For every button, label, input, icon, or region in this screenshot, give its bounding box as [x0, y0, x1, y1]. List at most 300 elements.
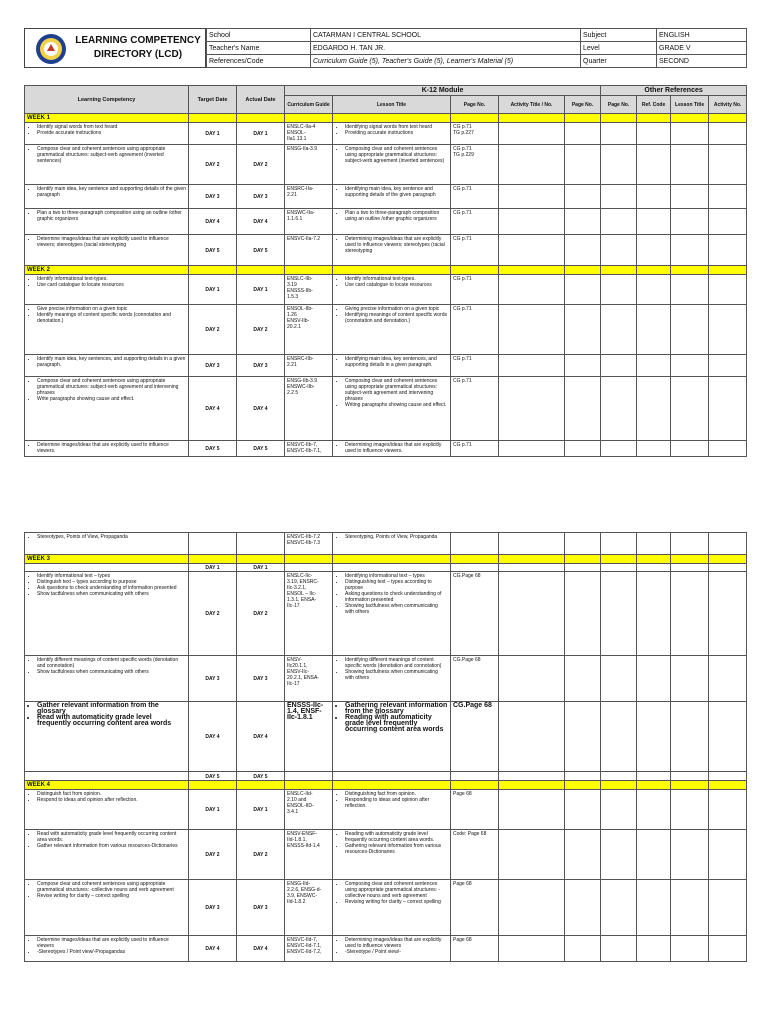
table-row: [25, 235, 747, 266]
week-cell: [499, 114, 565, 123]
actual-date-cell: DAY 4: [237, 702, 285, 772]
list-item: • Identifying main idea, key sentences, and supporting details in a given paragraph.: [345, 356, 448, 368]
table-body-page1: [25, 114, 747, 457]
week-cell: [565, 555, 601, 564]
empty-cell: [601, 377, 637, 441]
competency-cell-list: [27, 146, 186, 164]
competency-cell-list: [27, 306, 186, 324]
list-item: • Compose clear and coherent sentences using appropriate grammatical structures: -collective nouns and verb agreement: [37, 881, 186, 893]
empty-cell: [709, 702, 747, 772]
curriculum-guide-cell: ENSG-IIa-3.9: [285, 145, 333, 185]
actual-date-cell: [237, 533, 285, 555]
empty-cell: [601, 533, 637, 555]
target-date-cell: DAY 4: [189, 209, 237, 235]
curriculum-guide-cell: ENSOL-IIb- 1.26 ENSV-IIb- 20.2.1: [285, 305, 333, 355]
page-no-cell: CG p.71: [451, 235, 499, 266]
empty-cell: [565, 830, 601, 880]
page-no-cell: Page 68: [451, 880, 499, 936]
empty-cell: [637, 702, 671, 772]
empty-cell: [671, 145, 709, 185]
week-cell: [237, 266, 285, 275]
competency-cell-list: [27, 186, 186, 198]
col-competency: Learning Competency: [25, 86, 189, 114]
competency-table-page1: [24, 85, 747, 457]
ref-value: Curriculum Guide (5), Teacher's Guide (5), Learner's Material (5): [311, 55, 581, 68]
info-table: [206, 28, 747, 68]
competency-cell: [25, 564, 189, 572]
competency-cell-list: [27, 573, 186, 597]
competency-cell-list: [27, 791, 186, 803]
list-item: • Use card catalogue to locate resources: [345, 282, 448, 288]
competency-cell: [25, 123, 189, 145]
list-item: • Plan a two to three-paragraph composition using an outline /other graphic organizers: [37, 210, 186, 222]
lesson-title-cell-list: [335, 186, 448, 198]
week-cell: [637, 555, 671, 564]
week-cell: [285, 781, 333, 790]
table-row: [25, 572, 747, 656]
table-row: [25, 305, 747, 355]
competency-cell: [25, 355, 189, 377]
list-item: • Identifying signal words from text heard: [345, 124, 448, 130]
week-cell: [565, 266, 601, 275]
list-item: • Identify informational text – types: [37, 573, 186, 579]
lesson-title-cell: [333, 572, 451, 656]
week-cell: [637, 266, 671, 275]
week-cell: [333, 781, 451, 790]
quarter-label: Quarter: [581, 55, 657, 68]
empty-cell: [709, 185, 747, 209]
week-cell: [499, 555, 565, 564]
level-value: GRADE V: [657, 42, 747, 55]
col-page-no-2: Page No.: [565, 96, 601, 114]
week-cell: [601, 266, 637, 275]
teacher-value: EDGARDO H. TAN JR.: [311, 42, 581, 55]
list-item: • Give precise information on a given topic: [37, 306, 186, 312]
week-cell: [451, 781, 499, 790]
empty-cell: [601, 275, 637, 305]
lesson-title-cell-list: [335, 236, 448, 254]
lesson-title-cell-list: [335, 791, 448, 809]
week-cell: [499, 266, 565, 275]
empty-cell: [601, 185, 637, 209]
empty-cell: [499, 830, 565, 880]
week-cell: [709, 266, 747, 275]
empty-cell: [637, 275, 671, 305]
lesson-title-cell-list: [335, 831, 448, 855]
empty-cell: [637, 772, 671, 781]
empty-cell: [565, 702, 601, 772]
table-row: [25, 830, 747, 880]
curriculum-guide-cell: ENSVC-IIb-7, ENSVC-IIb-7.1,: [285, 441, 333, 457]
week-cell: [671, 114, 709, 123]
empty-cell: [499, 656, 565, 702]
lesson-title-cell: [333, 235, 451, 266]
empty-cell: [709, 830, 747, 880]
curriculum-guide-cell: ENSVC-IIa-7.2: [285, 235, 333, 266]
curriculum-guide-cell: ENSV-ENSF- IId-1.8.1, ENSSS-IId-1.4: [285, 830, 333, 880]
empty-cell: [565, 123, 601, 145]
empty-cell: [499, 123, 565, 145]
empty-cell: [565, 145, 601, 185]
page-no-cell: [451, 772, 499, 781]
list-item: • Asking questions to check understanding of information presented: [345, 591, 448, 603]
actual-date-cell: DAY 3: [237, 355, 285, 377]
actual-date-cell: DAY 2: [237, 305, 285, 355]
empty-cell: [601, 572, 637, 656]
empty-cell: [499, 185, 565, 209]
col-actual-date: Actual Date: [237, 86, 285, 114]
week-cell: [189, 555, 237, 564]
lesson-title-cell: [333, 564, 451, 572]
lesson-title-cell: [333, 275, 451, 305]
week-cell: [671, 266, 709, 275]
competency-cell-list: [27, 881, 186, 899]
curriculum-guide-cell: ENSWC-IIa- 1.1.6.1: [285, 209, 333, 235]
target-date-cell: DAY 1: [189, 564, 237, 572]
week-cell: [333, 555, 451, 564]
actual-date-cell: DAY 3: [237, 880, 285, 936]
week-cell: [451, 266, 499, 275]
col-lesson-title-2: Lesson Title: [671, 96, 709, 114]
empty-cell: [637, 936, 671, 962]
empty-cell: [499, 533, 565, 555]
lesson-title-cell-list: [335, 657, 448, 681]
empty-cell: [565, 564, 601, 572]
table-row: [25, 936, 747, 962]
week-cell: [671, 555, 709, 564]
list-item: • Show tactfulness when communicating with others: [37, 669, 186, 675]
list-item: • Identifying different meanings of content specific words (denotation and connotation): [345, 657, 448, 669]
curriculum-guide-cell: ENSG-IIb-3.9 ENSWC-IIb- 2.2.5: [285, 377, 333, 441]
curriculum-guide-cell: [285, 772, 333, 781]
target-date-cell: DAY 4: [189, 936, 237, 962]
empty-cell: [499, 564, 565, 572]
empty-cell: [637, 790, 671, 830]
table-row: [25, 355, 747, 377]
list-item: • Gather relevant information from various resources-Dictionaries: [37, 843, 186, 849]
list-item: • Providing accurate instructions: [345, 130, 448, 136]
list-item: • -Stereotype / Point view/-: [345, 949, 448, 955]
empty-cell: [709, 275, 747, 305]
page-no-cell: CG p.71: [451, 209, 499, 235]
competency-cell: [25, 377, 189, 441]
list-item: • Composing clear and coherent sentences using appropriate grammatical structures: -collective nouns and verb agreement: [345, 881, 448, 899]
col-lesson-title: Lesson Title: [333, 96, 451, 114]
target-date-cell: DAY 3: [189, 185, 237, 209]
empty-cell: [709, 123, 747, 145]
week-cell: [285, 114, 333, 123]
list-item: • Plan a two to three-paragraph composition using an outline /other graphic organizers: [345, 210, 448, 222]
lesson-title-cell-list: [335, 210, 448, 222]
page-no-cell: CG p.71: [451, 185, 499, 209]
list-item: • Reading with automaticity grade level frequently occurring content area words.: [345, 831, 448, 843]
empty-cell: [637, 145, 671, 185]
target-date-cell: DAY 5: [189, 772, 237, 781]
school-label: School: [207, 29, 311, 42]
empty-cell: [671, 564, 709, 572]
list-item: • Stereotypes, Points of View, Propaganda: [37, 534, 186, 540]
actual-date-cell: DAY 5: [237, 772, 285, 781]
actual-date-cell: DAY 5: [237, 441, 285, 457]
list-item: • Write paragraphs showing cause and effect.: [37, 396, 186, 402]
page-no-cell: CG p.71: [451, 305, 499, 355]
empty-cell: [671, 533, 709, 555]
empty-cell: [637, 377, 671, 441]
empty-cell: [601, 235, 637, 266]
empty-cell: [601, 123, 637, 145]
empty-cell: [709, 936, 747, 962]
week-label: WEEK 2: [25, 266, 189, 275]
empty-cell: [637, 305, 671, 355]
competency-cell-list: [27, 937, 186, 955]
empty-cell: [671, 772, 709, 781]
empty-cell: [709, 656, 747, 702]
page-no-cell: CG p.71 TG p.229: [451, 145, 499, 185]
col-ref-code: Ref. Code: [637, 96, 671, 114]
curriculum-guide-cell: ENSRC-IIb- 2.21: [285, 355, 333, 377]
competency-cell: [25, 145, 189, 185]
empty-cell: [637, 880, 671, 936]
page-no-cell: [451, 533, 499, 555]
list-item: • Determining images/ideas that are explicitly used to influence viewers.: [345, 442, 448, 454]
list-item: • Determine images/ideas that are explicitly used to influence viewers: [37, 937, 186, 949]
list-item: • Identify different meanings of content specific words (denotation and connotation): [37, 657, 186, 669]
empty-cell: [601, 564, 637, 572]
page-no-cell: Page 68: [451, 936, 499, 962]
curriculum-guide-cell: ENSLC-IIb- 3.19 ENSSS-IIb- 1.5.3: [285, 275, 333, 305]
empty-cell: [601, 702, 637, 772]
empty-cell: [499, 305, 565, 355]
col-curriculum-guide: Curriculum Guide: [285, 96, 333, 114]
week-cell: [637, 114, 671, 123]
empty-cell: [601, 790, 637, 830]
empty-cell: [499, 702, 565, 772]
teacher-label: Teacher's Name: [207, 42, 311, 55]
page-no-cell: [451, 564, 499, 572]
week-cell: [709, 781, 747, 790]
table-row: [25, 185, 747, 209]
target-date-cell: DAY 3: [189, 880, 237, 936]
table-body-page2: [25, 533, 747, 962]
lesson-title-cell: [333, 702, 451, 772]
list-item: • Distinguishing fact from opinion.: [345, 791, 448, 797]
week-row: [25, 266, 747, 275]
empty-cell: [671, 235, 709, 266]
empty-cell: [709, 572, 747, 656]
empty-cell: [601, 441, 637, 457]
target-date-cell: DAY 4: [189, 702, 237, 772]
table-row: [25, 564, 747, 572]
table-row: [25, 790, 747, 830]
empty-cell: [671, 305, 709, 355]
empty-cell: [671, 656, 709, 702]
list-item: • Identify meanings of content specific words (connotation and denotation.): [37, 312, 186, 324]
competency-cell-list: [27, 124, 186, 136]
competency-cell: [25, 275, 189, 305]
list-item: • Stereotyping, Points of View, Propaganda: [345, 534, 448, 540]
empty-cell: [499, 790, 565, 830]
curriculum-guide-cell: ENSSS-IIc- 1.4, ENSF- IIc-1.8.1: [285, 702, 333, 772]
lesson-title-cell-list: [335, 534, 448, 540]
week-cell: [189, 266, 237, 275]
week-label: WEEK 4: [25, 781, 189, 790]
list-item: • Gather relevant information from the glossary: [37, 703, 186, 715]
target-date-cell: DAY 2: [189, 572, 237, 656]
table-row: [25, 209, 747, 235]
lesson-title-cell-list: [335, 881, 448, 905]
list-item: • Reading with automaticity grade level frequently occurring content area words: [345, 715, 448, 733]
empty-cell: [565, 656, 601, 702]
competency-cell: [25, 790, 189, 830]
competency-cell: [25, 185, 189, 209]
competency-cell: [25, 772, 189, 781]
empty-cell: [671, 377, 709, 441]
list-item: • Revise writing for clarity – correct spelling: [37, 893, 186, 899]
list-item: • Identify signal words from text heard: [37, 124, 186, 130]
list-item: • Revising writing for clarity – correct spelling: [345, 899, 448, 905]
lesson-title-cell-list: [335, 937, 448, 955]
lesson-title-cell-list: [335, 573, 448, 615]
competency-cell: [25, 235, 189, 266]
empty-cell: [709, 377, 747, 441]
lesson-title-cell: [333, 355, 451, 377]
curriculum-guide-cell: ENSVC-IIb-7.2 ENSVC-IIb-7.3: [285, 533, 333, 555]
week-cell: [451, 555, 499, 564]
empty-cell: [565, 936, 601, 962]
list-item: • Ask questions to check understanding of information presented: [37, 585, 186, 591]
empty-cell: [499, 572, 565, 656]
target-date-cell: [189, 533, 237, 555]
competency-cell-list: [27, 356, 186, 368]
empty-cell: [601, 656, 637, 702]
list-item: • Giving precise information on a given topic: [345, 306, 448, 312]
empty-cell: [637, 564, 671, 572]
competency-cell: [25, 441, 189, 457]
page-no-cell: CG.Page 68: [451, 702, 499, 772]
table-row: [25, 377, 747, 441]
empty-cell: [601, 830, 637, 880]
competency-cell-list: [27, 236, 186, 248]
competency-cell: [25, 572, 189, 656]
empty-cell: [709, 772, 747, 781]
week-cell: [499, 781, 565, 790]
list-item: • Show tactfulness when communicating with others: [37, 591, 186, 597]
page-no-cell: CG p.71: [451, 441, 499, 457]
empty-cell: [637, 572, 671, 656]
list-item: • Showing tactfulness when communicating with others: [345, 669, 448, 681]
list-item: • Read with automaticity grade level frequently occurring content area words.: [37, 831, 186, 843]
week-cell: [285, 266, 333, 275]
empty-cell: [565, 235, 601, 266]
week-cell: [333, 114, 451, 123]
empty-cell: [671, 830, 709, 880]
level-label: Level: [581, 42, 657, 55]
lesson-title-cell-list: [335, 703, 448, 733]
empty-cell: [499, 145, 565, 185]
empty-cell: [601, 209, 637, 235]
empty-cell: [709, 145, 747, 185]
competency-table-page2: [24, 532, 747, 962]
week-cell: [709, 114, 747, 123]
page-title: LEARNING COMPETENCY DIRECTORY (LCD): [75, 35, 201, 60]
empty-cell: [637, 355, 671, 377]
school-value: CATARMAN I CENTRAL SCHOOL: [311, 29, 581, 42]
target-date-cell: DAY 2: [189, 145, 237, 185]
empty-cell: [565, 355, 601, 377]
empty-cell: [565, 305, 601, 355]
empty-cell: [601, 305, 637, 355]
target-date-cell: DAY 1: [189, 275, 237, 305]
empty-cell: [637, 123, 671, 145]
empty-cell: [499, 441, 565, 457]
actual-date-cell: DAY 3: [237, 656, 285, 702]
empty-cell: [565, 377, 601, 441]
table-row: [25, 656, 747, 702]
curriculum-guide-cell: [285, 564, 333, 572]
lesson-title-cell: [333, 123, 451, 145]
target-date-cell: DAY 1: [189, 123, 237, 145]
actual-date-cell: DAY 4: [237, 936, 285, 962]
list-item: • Composing clear and coherent sentences using appropriate grammatical structures: subject-verb agreement and intervening phrases: [345, 378, 448, 402]
curriculum-guide-cell: ENSLC-IIc- 3.19, ENSRC- IIc-3.2.1, ENSOL – IIc- 1.3.1, ENSA- IIc-17: [285, 572, 333, 656]
lesson-title-cell: [333, 305, 451, 355]
deped-seal-icon: [35, 33, 67, 65]
list-item: • Determining images/ideas that are explicitly used to influence viewers; stereotypes (racial stereotyping: [345, 236, 448, 254]
list-item: • Determine images/ideas that are explicitly used to influence viewers.: [37, 442, 186, 454]
lesson-title-cell: [333, 377, 451, 441]
empty-cell: [671, 275, 709, 305]
empty-cell: [671, 355, 709, 377]
week-cell: [237, 555, 285, 564]
actual-date-cell: DAY 3: [237, 185, 285, 209]
competency-cell: [25, 656, 189, 702]
table-row: [25, 772, 747, 781]
empty-cell: [637, 441, 671, 457]
week-cell: [565, 781, 601, 790]
lesson-title-cell-list: [335, 356, 448, 368]
lesson-title-cell: [333, 209, 451, 235]
list-item: • Identify informational text-types.: [37, 276, 186, 282]
table-row: [25, 702, 747, 772]
lesson-title-cell: [333, 830, 451, 880]
list-item: • Gathering relevant information from the glossary: [345, 703, 448, 715]
page-no-cell: CG.Page 68: [451, 572, 499, 656]
lesson-title-cell-list: [335, 124, 448, 136]
empty-cell: [709, 880, 747, 936]
empty-cell: [601, 145, 637, 185]
empty-cell: [601, 355, 637, 377]
table-row: [25, 275, 747, 305]
lesson-title-cell-list: [335, 378, 448, 408]
competency-cell: [25, 936, 189, 962]
competency-cell: [25, 880, 189, 936]
lesson-title-cell-list: [335, 276, 448, 288]
empty-cell: [565, 572, 601, 656]
curriculum-guide-cell: ENSLC-IId- 2.10 and ENSOL-IID- 3.4.1: [285, 790, 333, 830]
lesson-title-cell: [333, 656, 451, 702]
empty-cell: [709, 355, 747, 377]
actual-date-cell: DAY 2: [237, 830, 285, 880]
competency-cell-list: [27, 657, 186, 675]
actual-date-cell: DAY 5: [237, 235, 285, 266]
list-item: • Identify main idea, key sentences, and supporting details in a given paragraph.: [37, 356, 186, 368]
actual-date-cell: DAY 1: [237, 790, 285, 830]
week-label: WEEK 1: [25, 114, 189, 123]
actual-date-cell: DAY 4: [237, 209, 285, 235]
title-box: [24, 28, 206, 68]
table-row: [25, 123, 747, 145]
actual-date-cell: DAY 2: [237, 145, 285, 185]
